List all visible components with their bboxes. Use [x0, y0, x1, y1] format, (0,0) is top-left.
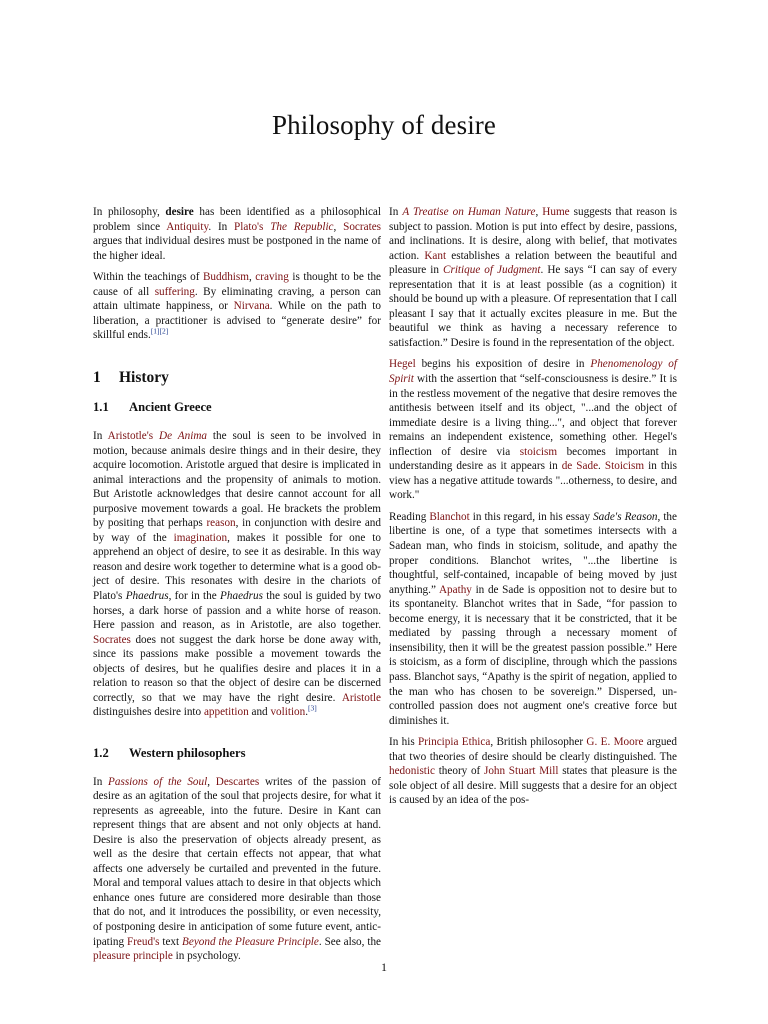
- reference-3[interactable]: [3]: [308, 703, 317, 713]
- text: the soul is guided by two horses, a dark horse of passion and a white horse of reason. Here passion and reason, as in Aristotle, are also together.: [93, 590, 382, 632]
- text: , for in the: [168, 590, 221, 603]
- text: , British philosopher: [490, 736, 587, 749]
- link-reason[interactable]: reason: [206, 517, 236, 530]
- western-paragraph-2: [389, 205, 677, 350]
- text: argued that two theories of desire should be clearly distinguished. The: [389, 736, 677, 763]
- link-treatise-on-human-nature[interactable]: [402, 206, 535, 218]
- link-blanchot[interactable]: Blanchot: [429, 510, 470, 523]
- title-phaedrus: Phaedrus: [220, 590, 263, 603]
- link-text: Plato's: [234, 220, 271, 233]
- link-socrates[interactable]: Socrates: [93, 633, 131, 646]
- western-paragraph-4: [389, 510, 677, 728]
- link-antiquity[interactable]: Antiquity: [166, 220, 209, 233]
- link-beyond-the-pleasure-principle[interactable]: [182, 936, 319, 948]
- text: . He says “I can say of every representation that it is at least possible (as a cognition) it should be bound up with a pleasure. Of representation that I call pleasant I say that it actually excites pleasure in me. But the beautiful we think as having a necessary reference to satisfaction.” Desire is found in the representation of the object.: [389, 264, 677, 349]
- link-kant[interactable]: Kant: [424, 249, 447, 262]
- text: In: [93, 775, 109, 788]
- link-hume[interactable]: Hume: [542, 206, 570, 218]
- link-volition[interactable]: volition: [270, 706, 306, 719]
- text: In his: [389, 736, 419, 749]
- left-column: [93, 205, 381, 971]
- link-stoicism[interactable]: stoicism: [519, 445, 558, 458]
- text: with the assertion that “self-consciousness is desire.” It is in the restless movement of the negative that desire removes the antithesis between itself and its object, "...and the object of immediate desire is a living thing...", and object that forever remains an independent existence, something other. Hegel's inflection of desire via: [389, 373, 677, 458]
- text: . While on the path to liberation, a practitioner is advised to “generate desire” for skillful ends.: [93, 300, 382, 342]
- term-desire: desire: [165, 206, 194, 218]
- link-buddhism[interactable]: Buddhism: [202, 271, 249, 284]
- text: theory of: [435, 765, 484, 778]
- page-title: Philosophy of desire: [272, 110, 496, 140]
- text: in psychology.: [172, 950, 241, 963]
- text: ,: [535, 206, 543, 218]
- title-phaedrus: Phaedrus: [125, 590, 169, 603]
- text: Reading: [389, 510, 430, 523]
- text: in this view has a negative attitude towards "...otherness, to desire, and work.": [389, 460, 677, 502]
- western-paragraph-1: [93, 775, 381, 964]
- link-john-stuart-mill[interactable]: John Stuart Mill: [483, 765, 559, 778]
- link-text-italic: Beyond the Pleasure Principle: [182, 935, 319, 948]
- ancient-greece-paragraph: [93, 429, 381, 720]
- link-craving[interactable]: craving: [255, 271, 289, 284]
- text: .: [305, 706, 309, 719]
- link-passions-of-the-soul[interactable]: [108, 776, 207, 788]
- subsection-heading-western-philosophers: [93, 746, 381, 761]
- link-critique-of-judgment[interactable]: [443, 264, 541, 276]
- reference-1-2[interactable]: [1][2]: [150, 326, 169, 336]
- text: , makes it possible for one to apprehend an object of desire, to see it as desirable. In this way reason and desire work together to determine what is a good object of desire. This resonates with desire in the chariots of Plato's: [93, 531, 381, 603]
- link-principia-ethica[interactable]: Principia Ethica: [418, 736, 491, 749]
- right-column: [389, 205, 677, 815]
- link-socrates[interactable]: Socrates: [343, 220, 382, 233]
- text: text: [159, 935, 183, 948]
- link-hedonistic[interactable]: hedonistic: [389, 765, 435, 778]
- link-appetition[interactable]: appetition: [203, 706, 249, 719]
- link-aristotle[interactable]: Aristotle: [341, 691, 381, 704]
- text: ,: [333, 220, 344, 233]
- subsection-number: 1.2: [93, 745, 109, 760]
- text: ,: [248, 271, 256, 284]
- text: .: [598, 460, 605, 473]
- text: has been identified as a philosophical problem since: [93, 206, 381, 233]
- text: and: [248, 706, 271, 719]
- subsection-title: Western philosophers: [129, 745, 246, 760]
- title-sades-reason: Sade's Reason: [593, 510, 658, 523]
- text: In: [93, 430, 108, 443]
- intro-paragraph-1: [93, 205, 381, 263]
- link-g-e-moore[interactable]: G. E. Moore: [586, 736, 644, 749]
- text: distinguishes desire into: [93, 706, 204, 719]
- western-paragraph-3: [389, 357, 677, 502]
- text: . See also, the: [318, 935, 381, 948]
- text: becomes important in understanding desire as it appears in: [389, 445, 677, 473]
- text: in this regard, in his essay: [469, 510, 594, 523]
- link-the-republic[interactable]: [234, 221, 333, 233]
- text: suggests that reason is subject to passion. Motion is put into effect by desire, passions, and inclinations. It is desire, along with belief, that motivates action.: [389, 206, 678, 262]
- link-text-italic: Phenomenology of Spirit: [389, 358, 677, 386]
- section-number: 1: [93, 368, 101, 386]
- link-text-italic: A Treatise on Human Nature: [402, 206, 536, 218]
- text: in de Sade is opposition not to desire but to its spontaneity. Blanchot writes that in Sade, “for passion to become energy, it is necessary that it be constricted, that it be mediated by passing through a necessary moment of insensibility, then it will be the greatest passion possible.” Here is stoicism, as a form of discipline, through which the passions pass. Blanchot says, “Apathy is the spirit of negation, applied to the man who has chosen to be sovereign.” Dispersed, uncontrolled passion does not augment one's creative force but diminishes it.: [389, 583, 678, 727]
- link-descartes[interactable]: Descartes: [215, 775, 260, 788]
- link-nirvana[interactable]: Nirvana: [233, 300, 270, 313]
- text: . By eliminating craving, a person can attain ultimate happiness, or: [93, 285, 381, 313]
- link-imagination[interactable]: imagination: [173, 531, 228, 544]
- text: begins his exposition of desire in: [415, 358, 591, 371]
- link-suffering[interactable]: suffering: [154, 285, 195, 298]
- link-freud[interactable]: Freud's: [126, 935, 160, 948]
- link-de-sade[interactable]: de Sade: [561, 460, 599, 473]
- text: the soul is seen to be involved in motion, because animals desire things and in their desire, they acquire locomotion. Aristotle argued that desire is implicated in animal interactions and the propensity of animals to motion. But Aristotle acknowledges that desire cannot account for all purposive movement towards a goal. He brackets the problem by positing that perhaps: [93, 430, 382, 530]
- text: ,: [207, 775, 216, 788]
- text: , in conjunction with desire and by way of the: [93, 517, 381, 544]
- text: does not suggest the dark horse be done away with, since its passions make possible a movement towards the objects of desires, but he qualifies desire and places it in a relation to reason so that the object of desire can be discerned correctly, so that we may have the right desire.: [93, 633, 381, 704]
- text: In philosophy,: [93, 206, 166, 218]
- text: argues that individual desires must be postponed in the name of the higher ideal.: [93, 235, 381, 262]
- text: , the libertine is one, of a type that sometimes intersects with a Sadean man, who finds in stoicism, solitude, and apathy the proper conditions. Blanchot writes, "...the libertine is thoughtful, self-contained, incapable of being moved by just anything.”: [389, 510, 677, 596]
- link-text-italic: Critique of Judgment: [443, 264, 541, 277]
- text: Within the teachings of: [93, 271, 203, 284]
- link-text-italic: De Anima: [159, 430, 208, 443]
- western-paragraph-5: [389, 735, 677, 808]
- subsection-number: 1.1: [93, 400, 109, 415]
- link-text-italic: Passions of the Soul: [108, 775, 208, 788]
- subsection-heading-ancient-greece: [93, 400, 381, 415]
- text: In: [389, 206, 403, 218]
- text: establishes a relation between the beautiful and pleasure in: [389, 249, 677, 277]
- section-heading-history: [93, 368, 381, 386]
- text: . In: [208, 220, 235, 233]
- text: states that pleasure is the sole object of all desire. Mill suggests that a desire for an object is caused by an idea of the pos-: [389, 765, 677, 807]
- link-de-anima[interactable]: [159, 430, 207, 442]
- intro-paragraph-2: [93, 270, 381, 343]
- link-stoicism[interactable]: Stoicism: [604, 460, 645, 473]
- link-hegel[interactable]: Hegel: [389, 358, 416, 371]
- link-pleasure-principle[interactable]: pleasure principle: [93, 950, 173, 963]
- link-apathy[interactable]: Apathy: [438, 583, 472, 596]
- text: writes of the passion of desire as an agitation of the soul that projects desire, for what it represents as agreeable, into the future. Desire in Kant can represent things that are absent and not only objects at hand. Desire is also the preservation of objects already present, as well as the desire that certain effects not appear, that what affects one adversely be curtailed and prevented in the future. Moral and temporal values attach to desire in that objects which enhance ones future are considered more desirable than those that do not, and it introduces the possibility, or even necessity, of postponing desire in anticipation of some future event, anticipating: [93, 775, 382, 948]
- link-aristotle[interactable]: Aristotle's: [107, 430, 154, 443]
- subsection-title: Ancient Greece: [129, 400, 212, 415]
- page-number: 1: [381, 960, 387, 974]
- section-title: History: [119, 368, 169, 386]
- link-text-italic: The Republic: [270, 220, 334, 233]
- text: is thought to be the cause of all: [93, 271, 382, 298]
